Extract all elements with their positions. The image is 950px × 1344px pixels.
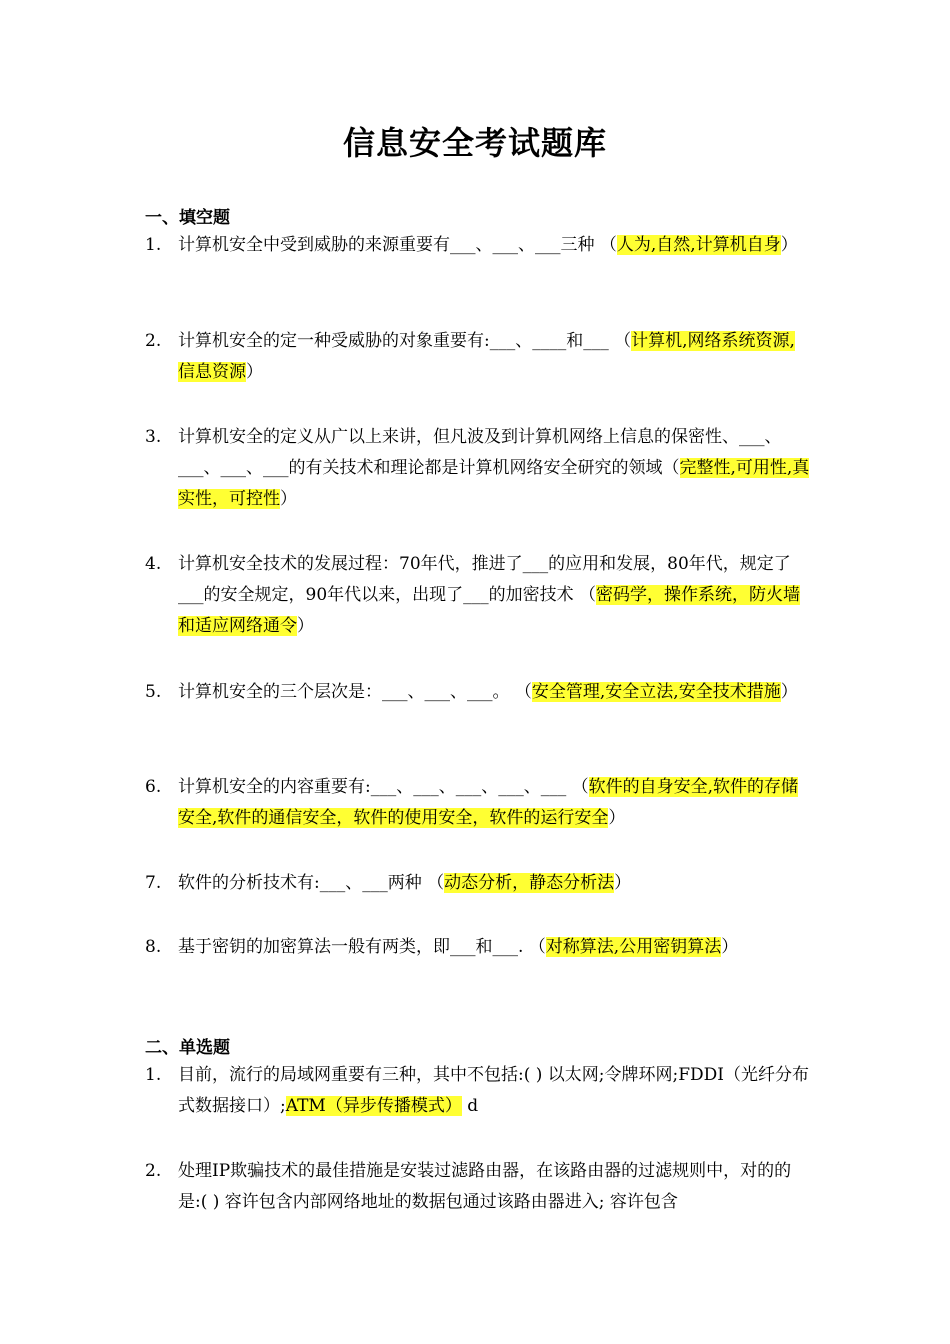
answer-highlight: 对称算法,公用密钥算法 — [545, 937, 722, 957]
answer-highlight: 软件的自身安全,软件的存储安全,软件的通信安全，软件的使用安全，软件的运行安全 — [178, 777, 799, 828]
answer-highlight: 密码学，操作系统，防火墙和适应网络通令 — [178, 585, 801, 636]
question-text: 计算机安全的内容重要有:___、___、___、___、___ （ — [178, 777, 589, 797]
question-number: 4. — [145, 554, 162, 574]
question-item — [145, 772, 810, 834]
answer-close: ） — [297, 616, 314, 636]
question-item — [145, 1156, 810, 1218]
question-item — [145, 932, 810, 963]
answer-close: ） — [780, 682, 798, 702]
question-text: 计算机安全的三个层次是：___、___、___。 （ — [178, 682, 532, 702]
question-number: 3. — [145, 427, 162, 447]
answer-close: ） — [614, 873, 632, 893]
question-item — [145, 230, 810, 261]
answer-close: ） — [608, 808, 626, 828]
question-item — [145, 326, 810, 388]
section-heading-fill-blank: 一、填空题 — [145, 208, 230, 228]
answer-close: ） — [721, 937, 739, 957]
question-number: 8. — [145, 937, 162, 957]
question-number: 1. — [145, 235, 162, 255]
answer-highlight: 动态分析，静态分析法 — [444, 873, 615, 893]
question-text: 计算机安全的定义从广以上来讲，但凡波及到计算机网络上信息的保密性、___、___、___、___的有关技术和理论都是计算机网络安全研究的领域（ — [178, 427, 782, 478]
question-item — [145, 1060, 810, 1122]
answer-close: ） — [780, 235, 798, 255]
question-text: 基于密钥的加密算法一般有两类，即___和___. （ — [178, 937, 546, 957]
answer-close: ） — [246, 362, 263, 382]
question-item — [145, 677, 810, 708]
question-number: 6. — [145, 777, 162, 797]
document-title: 信息安全考试题库 — [342, 124, 607, 162]
answer-highlight: ATM（异步传播模式） — [285, 1096, 462, 1116]
question-text: 计算机安全的定一种受威胁的对象重要有:___、____和___ （ — [178, 331, 632, 351]
answer-close: d — [461, 1096, 479, 1116]
answer-highlight: 安全管理,安全立法,安全技术措施 — [531, 682, 781, 702]
answer-highlight: 人为,自然,计算机自身 — [616, 235, 781, 255]
question-number: 1. — [145, 1065, 162, 1085]
question-item — [145, 422, 810, 515]
question-text: 计算机安全技术的发展过程：70年代，推进了___的应用和发展，80年代，规定了___的安全规定，90年代以来，出现了___的加密技术 （ — [178, 554, 791, 605]
question-text: 目前，流行的局域网重要有三种，其中不包括:( ) 以太网;令牌环网;FDDI（光纤分布式数据接口）; — [178, 1065, 810, 1116]
question-number: 2. — [145, 331, 162, 351]
section-heading-single-choice: 二、单选题 — [145, 1038, 230, 1058]
question-number: 5. — [145, 682, 162, 702]
question-item — [145, 868, 810, 899]
question-text: 软件的分析技术有:___、___两种 （ — [178, 873, 445, 893]
answer-close: ） — [280, 489, 297, 509]
question-number: 7. — [145, 873, 162, 893]
answer-highlight: 完整性,可用性,真实性，可控性 — [178, 458, 810, 509]
question-text: 计算机安全中受到威胁的来源重要有___、___、___三种 （ — [178, 235, 617, 255]
answer-highlight: 计算机,网络系统资源,信息资源 — [178, 331, 795, 382]
question-item — [145, 549, 810, 642]
question-text: 处理IP欺骗技术的最佳措施是安装过滤路由器，在该路由器的过滤规则中，对的的是:( ) 容许包含内部网络地址的数据包通过该路由器进入; 容许包含 — [178, 1161, 792, 1212]
question-number: 2. — [145, 1161, 162, 1181]
